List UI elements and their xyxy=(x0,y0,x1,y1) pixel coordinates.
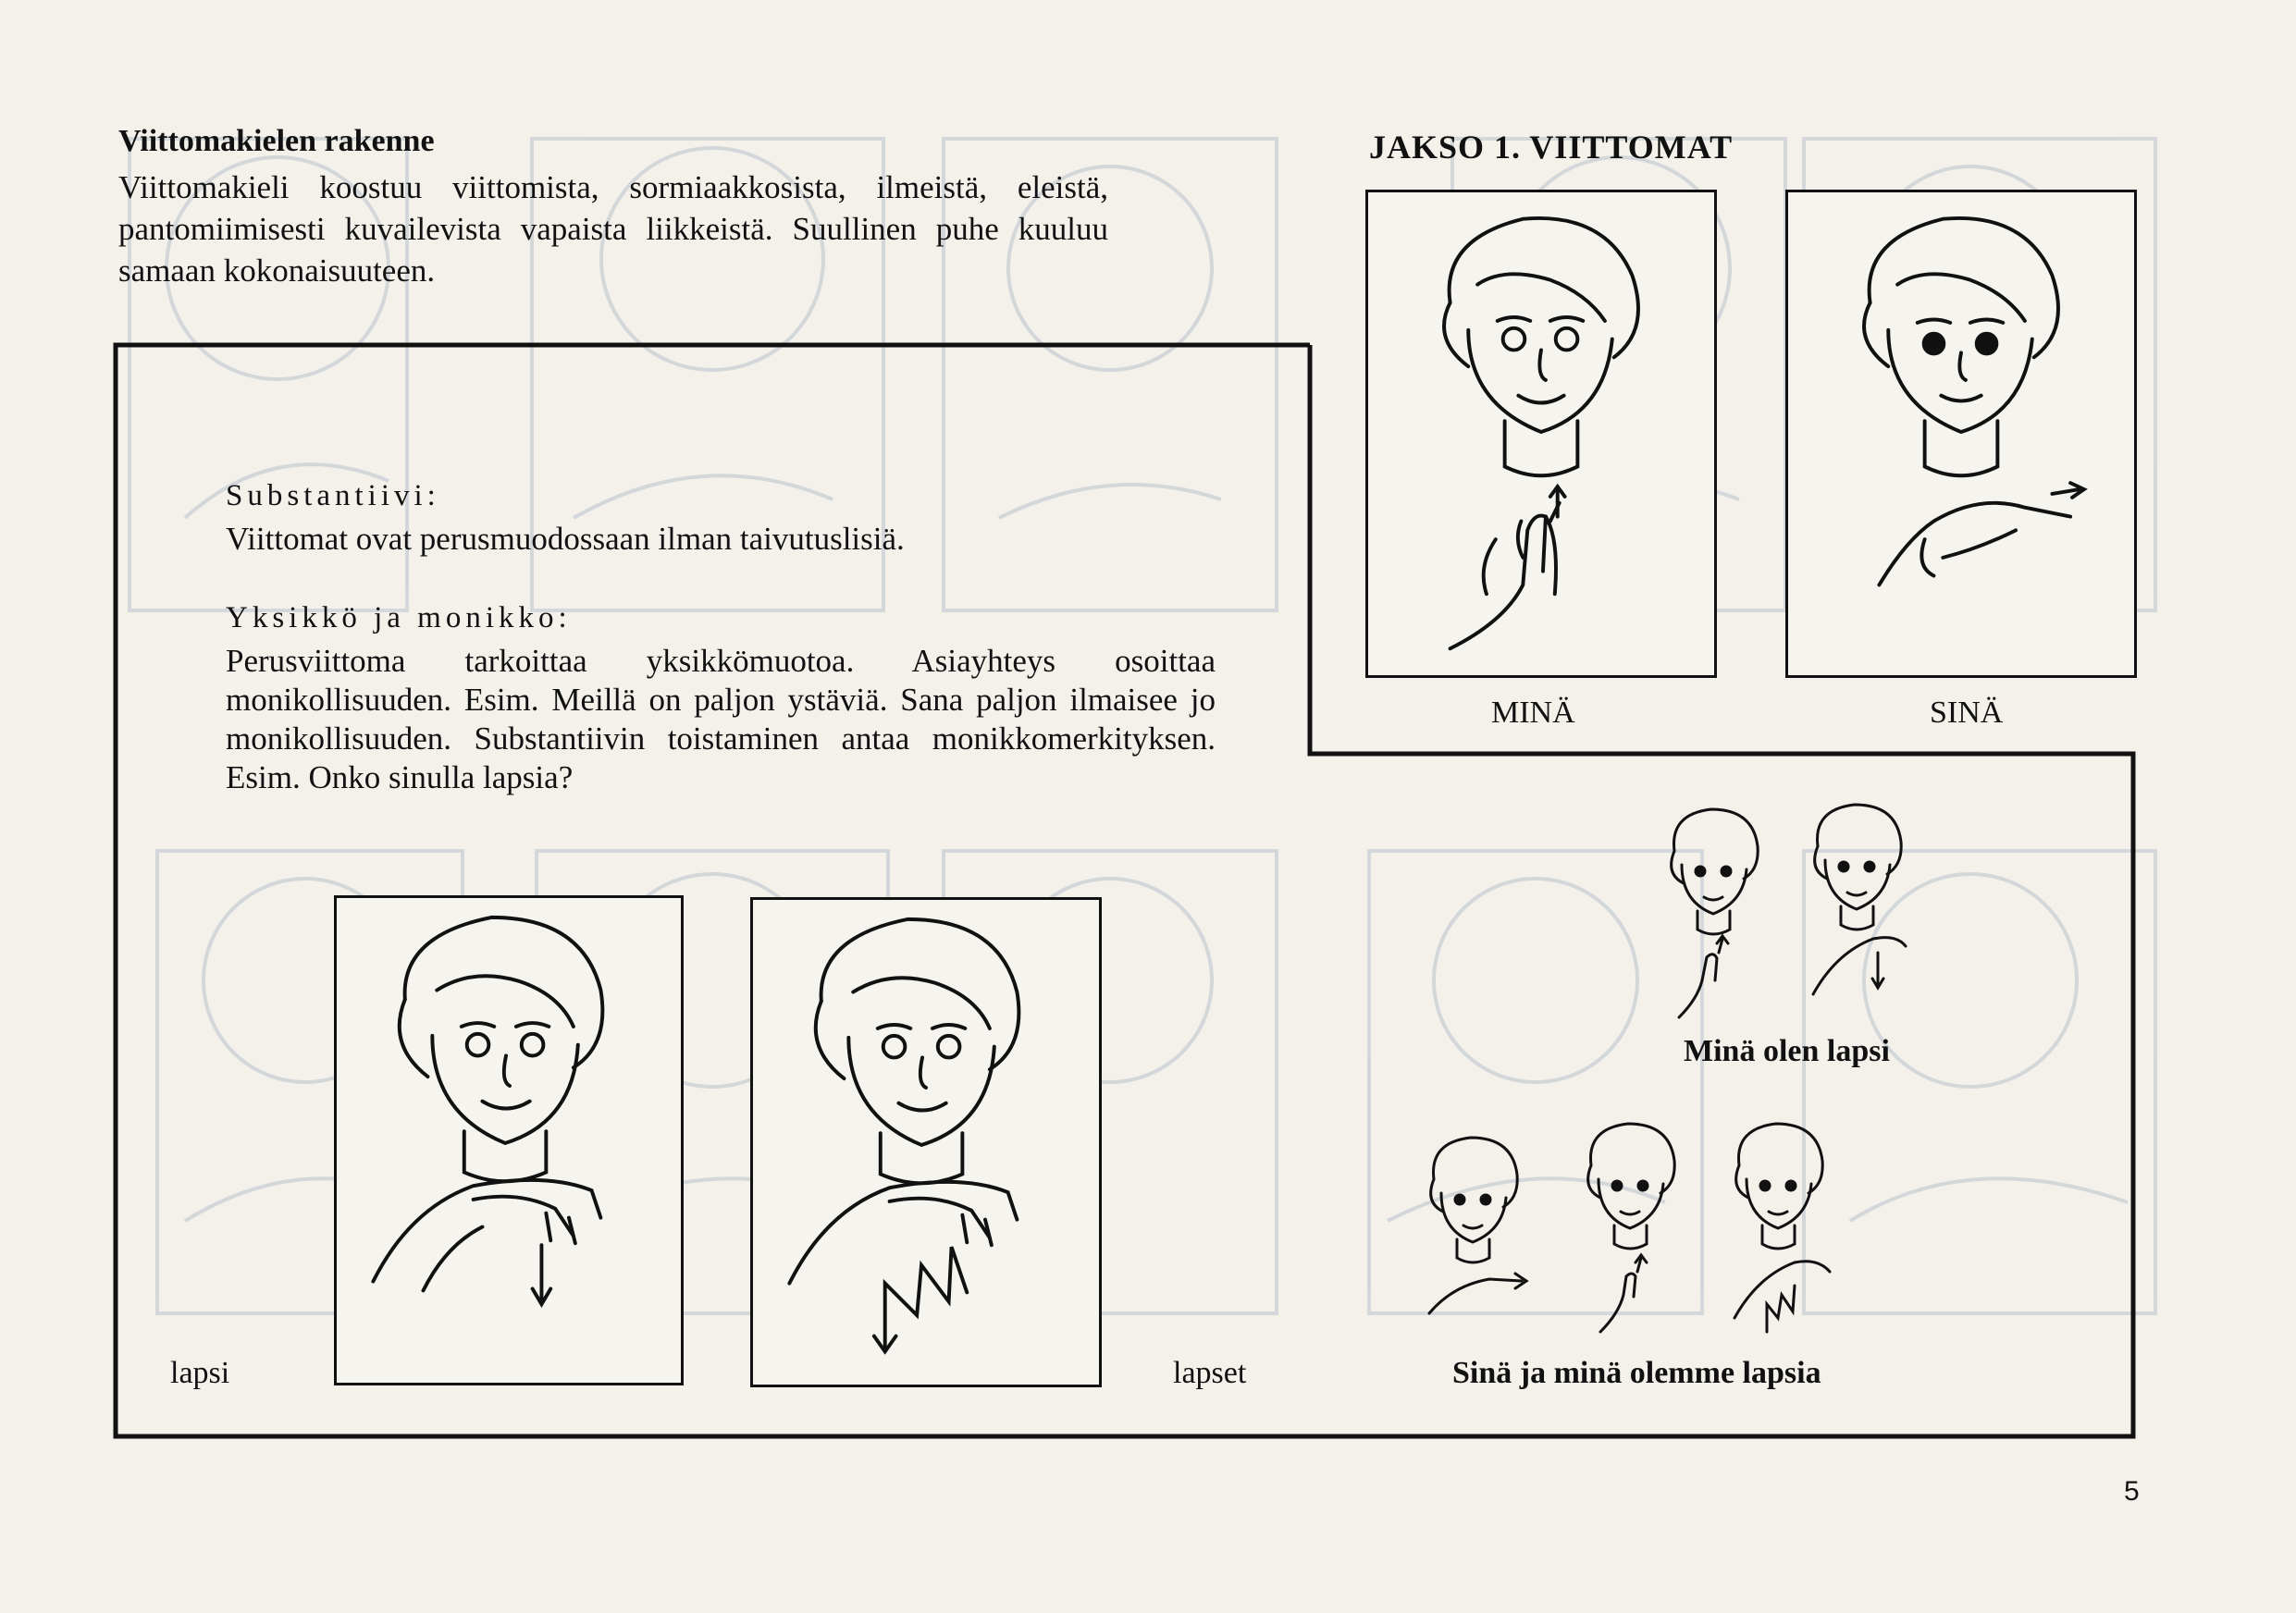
small-figure-lapsia xyxy=(1721,1119,1850,1341)
substantiivi-heading: Substantiivi: xyxy=(226,479,440,512)
sign-frame-lapset xyxy=(750,897,1102,1387)
small-figure-mina xyxy=(1656,805,1767,1027)
sentence-first: Minä olen lapsi xyxy=(1684,1034,1890,1068)
sentence-second: Sinä ja minä olemme lapsia xyxy=(1452,1356,1821,1390)
small-figure-ja-mina xyxy=(1573,1119,1693,1341)
caption-lapsi: lapsi xyxy=(170,1356,230,1390)
sign-frame-sina xyxy=(1785,190,2137,678)
small-figure-sina xyxy=(1415,1133,1545,1336)
small-face-hand-down-icon xyxy=(1799,800,1929,1031)
page-number: 5 xyxy=(2124,1476,2140,1507)
small-face-pointing-up-icon xyxy=(1656,805,1767,1027)
intro-paragraph: Viittomakieli koostuu viittomista, sormiaakkosista, ilmeistä, eleistä, pantomiimisesti kuvailevista vapaista liikkeistä. Suullinen puhe kuuluu samaan kokonaisuuteen. xyxy=(118,169,1108,289)
small-face-pointing-forward-icon xyxy=(1415,1133,1545,1336)
small-figure-olen xyxy=(1799,800,1929,1031)
face-pointing-forward-icon xyxy=(1788,192,2134,675)
face-hand-down-icon xyxy=(337,898,681,1383)
intro-heading: Viittomakielen rakenne xyxy=(118,124,435,158)
sign-frame-lapsi xyxy=(334,895,684,1385)
yksikko-text: Perusviittoma tarkoittaa yksikkömuotoa. Asiayhteys osoittaa monikollisuuden. Esim. Meillä on paljon ystäviä. Sana paljon ilmaisee jo monikollisuuden. Substantiivin toistaminen antaa monikkomerkityksen. Esim. Onko sinulla lapsia? xyxy=(226,643,1216,795)
caption-sina: SINÄ xyxy=(1930,696,2004,730)
caption-lapset: lapset xyxy=(1173,1356,1247,1390)
caption-mina: MINÄ xyxy=(1491,696,1575,730)
sign-frame-mina xyxy=(1365,190,1717,678)
face-pointing-up-icon xyxy=(1368,192,1714,675)
jakso-title: JAKSO 1. VIITTOMAT xyxy=(1369,129,1734,166)
yksikko-heading: Yksikkö ja monikko: xyxy=(226,601,572,634)
substantiivi-text: Viittomat ovat perusmuodossaan ilman taivutuslisiä. xyxy=(226,521,905,557)
small-face-hand-zigzag-icon xyxy=(1721,1119,1850,1341)
small-face-pointing-up-icon xyxy=(1573,1119,1693,1341)
face-hand-zigzag-icon xyxy=(753,900,1099,1385)
